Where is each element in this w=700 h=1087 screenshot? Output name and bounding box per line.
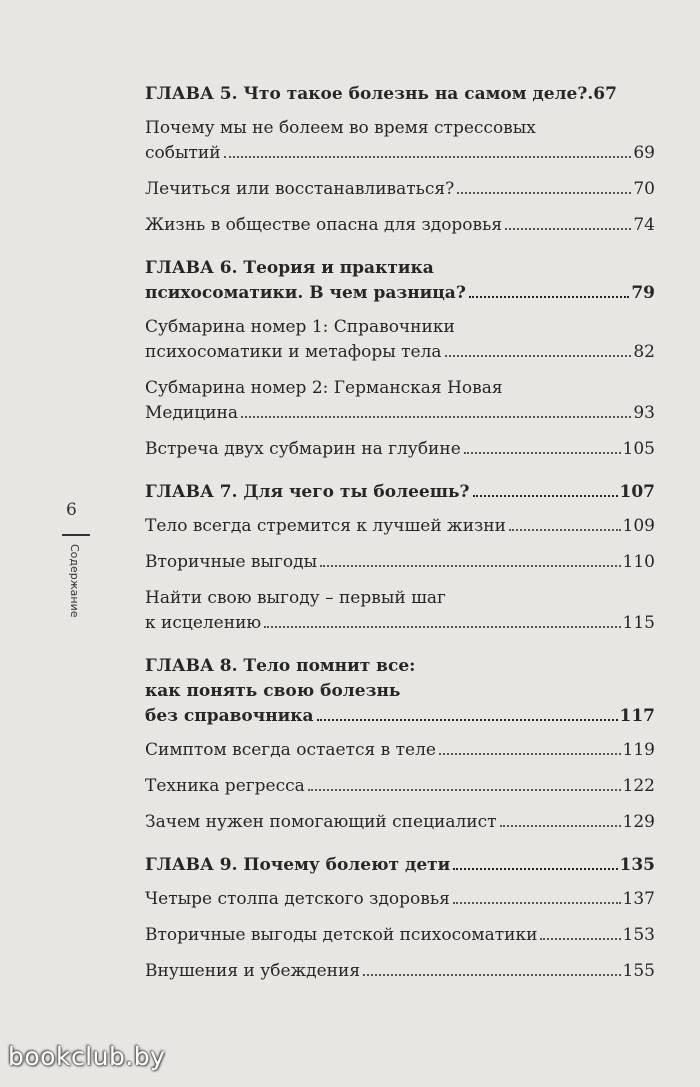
toc-entry-title-line: Внушения и убеждения <box>145 961 361 981</box>
toc-page-number: 155 <box>622 961 655 981</box>
toc-entry-title-line: Тело всегда стремится к лучшей жизни <box>145 516 506 536</box>
dot-leader <box>464 452 621 454</box>
toc-page-number: 79 <box>631 283 655 303</box>
toc-entry-title-line: Вторичные выгоды детской психосоматики <box>145 925 538 945</box>
toc-entry[interactable] <box>145 116 655 166</box>
dot-leader <box>363 974 620 976</box>
toc-entry-title-line: как понять свою болезнь <box>145 681 401 701</box>
toc-page-number: 129 <box>622 812 655 832</box>
toc-entry-title-line: психосоматики и метафоры тела <box>145 342 442 362</box>
toc-entry-title-line: Почему мы не болеем во время стрессовых <box>145 118 536 138</box>
toc-page-number: 110 <box>622 552 655 572</box>
toc-chapter <box>145 654 655 835</box>
toc-entry-title-line: Субмарина номер 2: Германская Новая <box>145 378 503 398</box>
toc-page-number: 107 <box>619 482 655 502</box>
table-of-contents <box>145 82 655 995</box>
toc-page-number: 119 <box>622 740 655 760</box>
dot-leader <box>224 156 632 158</box>
dot-leader <box>241 416 631 418</box>
toc-page-number: 69 <box>633 143 655 163</box>
toc-entry-title-line: Встреча двух субмарин на глубине <box>145 439 461 459</box>
toc-chapter <box>145 82 655 238</box>
toc-entry-title-line: ГЛАВА 5. Что такое болезнь на самом деле? <box>145 84 588 104</box>
toc-entry-title-line: Четыре столпа детского здоровья <box>145 889 450 909</box>
dot-leader <box>320 565 620 567</box>
side-divider <box>62 534 90 536</box>
toc-entry[interactable] <box>145 887 655 912</box>
dot-leader <box>540 938 620 940</box>
toc-entry-title-line: Лечиться или восстанавливаться? <box>145 179 455 199</box>
toc-entry[interactable] <box>145 959 655 984</box>
toc-chapter-heading[interactable] <box>145 480 655 505</box>
toc-page-number: 109 <box>622 516 655 536</box>
toc-entry[interactable] <box>145 810 655 835</box>
section-side-label: Содержание <box>68 544 81 618</box>
toc-entry-title-line: Техника регресса <box>145 776 305 796</box>
toc-page-number: 135 <box>619 855 655 875</box>
toc-chapter-heading[interactable] <box>145 853 655 878</box>
toc-entry[interactable] <box>145 923 655 948</box>
toc-entry[interactable] <box>145 376 655 426</box>
toc-entry[interactable] <box>145 514 655 539</box>
toc-page-number: 74 <box>633 215 655 235</box>
toc-entry[interactable] <box>145 213 655 238</box>
toc-page-number: 82 <box>633 342 655 362</box>
toc-entry[interactable] <box>145 774 655 799</box>
toc-chapter <box>145 256 655 462</box>
toc-chapter-heading[interactable] <box>145 654 655 729</box>
watermark: bookclub.by <box>8 1042 166 1071</box>
toc-entry[interactable] <box>145 315 655 365</box>
dot-leader <box>469 296 630 298</box>
dot-leader <box>457 192 631 194</box>
toc-entry-title-line: ГЛАВА 6. Теория и практика <box>145 258 434 278</box>
toc-entry[interactable] <box>145 738 655 763</box>
dot-leader <box>509 529 621 531</box>
toc-entry-title-line: Симптом всегда остается в теле <box>145 740 436 760</box>
toc-chapter <box>145 853 655 984</box>
dot-leader <box>453 868 617 870</box>
toc-entry-title-line: Медицина <box>145 403 238 423</box>
toc-entry-title-line: Найти свою выгоду – первый шаг <box>145 588 446 608</box>
toc-entry-title-line: событий <box>145 143 221 163</box>
toc-page-number: 93 <box>633 403 655 423</box>
dot-leader <box>453 902 621 904</box>
toc-entry-title-line: без справочника <box>145 706 314 726</box>
dot-leader: . <box>587 84 594 104</box>
dot-leader <box>473 495 618 497</box>
toc-entry-title-line: Вторичные выгоды <box>145 552 318 572</box>
dot-leader <box>308 789 621 791</box>
dot-leader <box>317 719 618 721</box>
toc-chapter <box>145 480 655 636</box>
dot-leader <box>445 355 632 357</box>
toc-page-number: 105 <box>622 439 655 459</box>
toc-entry[interactable] <box>145 550 655 575</box>
toc-page-number: 122 <box>622 776 655 796</box>
toc-entry-title-line: ГЛАВА 7. Для чего ты болеешь? <box>145 482 470 502</box>
toc-entry[interactable] <box>145 177 655 202</box>
toc-page-number: 153 <box>622 925 655 945</box>
toc-chapter-heading[interactable] <box>145 256 655 306</box>
toc-page-number: 117 <box>619 706 655 726</box>
toc-page-number: 137 <box>622 889 655 909</box>
toc-page-number: 70 <box>633 179 655 199</box>
toc-entry-title-line: Зачем нужен помогающий специалист <box>145 812 497 832</box>
dot-leader <box>264 626 620 628</box>
toc-entry-title-line: ГЛАВА 9. Почему болеют дети <box>145 855 451 875</box>
toc-entry-title-line: Субмарина номер 1: Справочники <box>145 317 455 337</box>
dot-leader <box>505 228 631 230</box>
toc-page-number: 67 <box>593 84 617 104</box>
toc-entry-title-line: к исцелению <box>145 613 262 633</box>
dot-leader <box>500 825 621 827</box>
toc-entry-title-line: Жизнь в обществе опасна для здоровья <box>145 215 503 235</box>
dot-leader <box>439 753 621 755</box>
page-number: 6 <box>66 500 77 520</box>
toc-page-number: 115 <box>622 613 655 633</box>
toc-entry[interactable] <box>145 437 655 462</box>
toc-chapter-heading[interactable] <box>145 82 655 107</box>
toc-entry[interactable] <box>145 586 655 636</box>
toc-entry-title-line: психосоматики. В чем разница? <box>145 283 466 303</box>
toc-entry-title-line: ГЛАВА 8. Тело помнит все: <box>145 656 416 676</box>
